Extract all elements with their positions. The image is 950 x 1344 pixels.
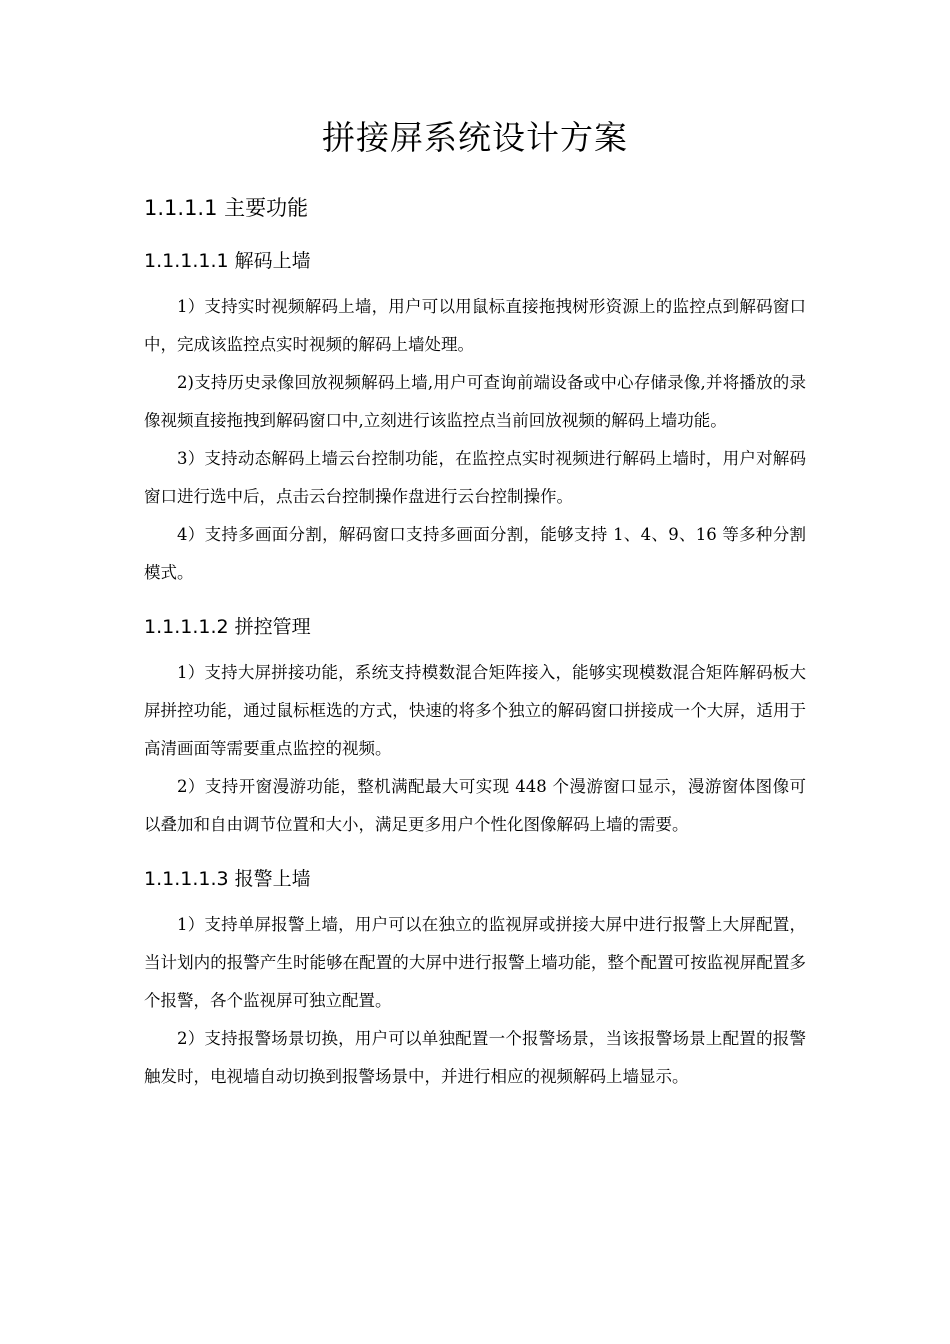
paragraph: 2）支持开窗漫游功能，整机满配最大可实现 448 个漫游窗口显示，漫游窗体图像可以叠加和自由调节位置和大小，满足更多用户个性化图像解码上墙的需要。 — [144, 777, 806, 834]
paragraph: 2)支持历史录像回放视频解码上墙,用户可查询前端设备或中心存储录像,并将播放的录像视频直接拖拽到解码窗口中,立刻进行该监控点当前回放视频的解码上墙功能。 — [144, 373, 806, 430]
subsection-heading-splice-control: 1.1.1.1.2 拼控管理 — [144, 616, 311, 638]
subsection-heading-decode-to-wall: 1.1.1.1.1 解码上墙 — [144, 250, 311, 272]
paragraph: 4）支持多画面分割，解码窗口支持多画面分割，能够支持 1、4、9、16 等多种分割模式。 — [144, 525, 806, 582]
paragraph: 1）支持单屏报警上墙，用户可以在独立的监视屏或拼接大屏中进行报警上大屏配置，当计划内的报警产生时能够在配置的大屏中进行报警上墙功能，整个配置可按监视屏配置多个报警，各个监视屏可独立配置。 — [144, 915, 806, 1010]
subsection-heading-alarm-to-wall: 1.1.1.1.3 报警上墙 — [144, 868, 311, 890]
document-title: 拼接屏系统设计方案 — [322, 118, 628, 157]
paragraph: 2）支持报警场景切换，用户可以单独配置一个报警场景，当该报警场景上配置的报警触发时，电视墙自动切换到报警场景中，并进行相应的视频解码上墙显示。 — [144, 1029, 806, 1086]
paragraph: 3）支持动态解码上墙云台控制功能，在监控点实时视频进行解码上墙时，用户对解码窗口进行选中后，点击云台控制操作盘进行云台控制操作。 — [144, 449, 806, 506]
section-heading-main-functions: 1.1.1.1 主要功能 — [144, 196, 309, 220]
paragraph: 1）支持大屏拼接功能，系统支持模数混合矩阵接入，能够实现模数混合矩阵解码板大屏拼控功能，通过鼠标框选的方式，快速的将多个独立的解码窗口拼接成一个大屏，适用于高清画面等需要重点监控的视频。 — [144, 663, 806, 758]
paragraph: 1）支持实时视频解码上墙，用户可以用鼠标直接拖拽树形资源上的监控点到解码窗口中，完成该监控点实时视频的解码上墙处理。 — [144, 297, 806, 354]
